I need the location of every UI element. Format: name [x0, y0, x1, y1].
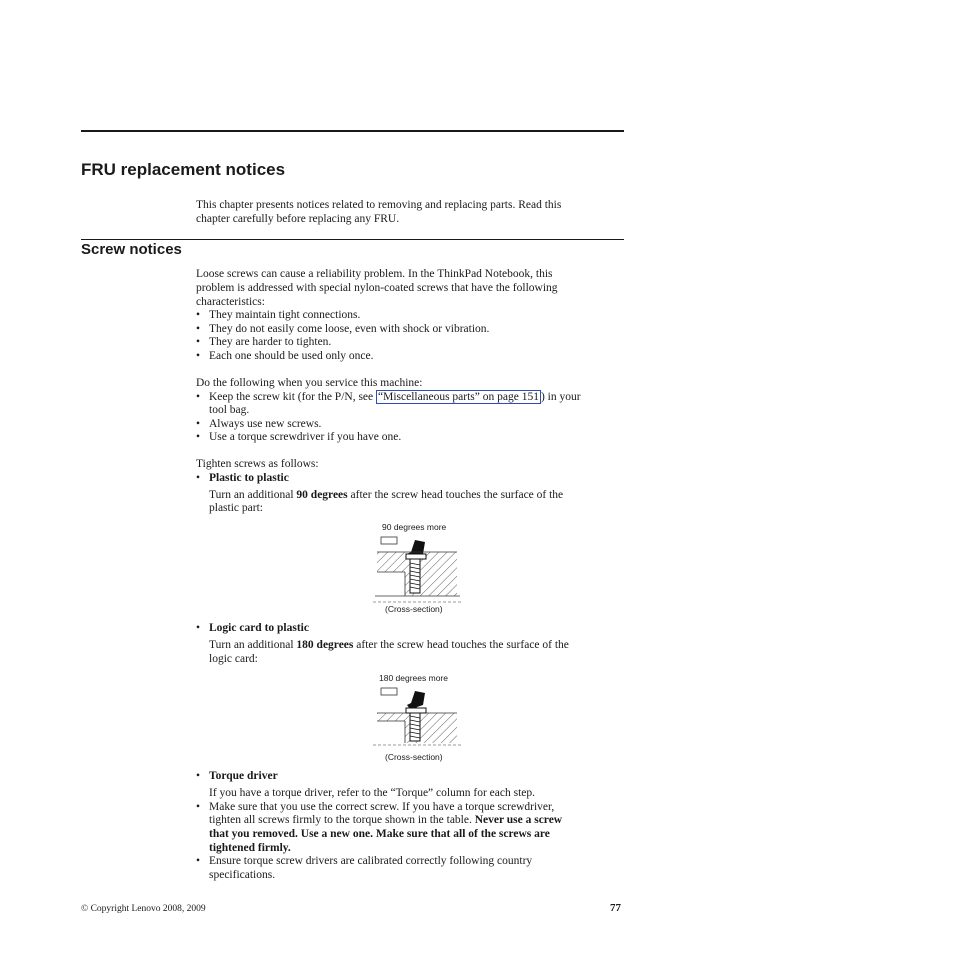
copyright: © Copyright Lenovo 2008, 2009 — [81, 904, 206, 914]
list-item-text: They are harder to tighten. — [209, 336, 332, 348]
calibrate-line-1: Ensure torque screw drivers are calibrated correctly following country — [209, 855, 533, 867]
intro-line-2: chapter carefully before replacing any FRU. — [196, 213, 400, 225]
plastic-desc: Turn an additional 90 degrees after the screw head touches the surface of the — [209, 489, 564, 501]
screw-para-line-2: problem is addressed with special nylon-coated screws that have the following — [196, 282, 558, 294]
torque-label: Torque driver — [209, 770, 278, 782]
section-heading: Screw notices — [81, 241, 182, 258]
plastic-desc-cont: plastic part: — [209, 502, 263, 514]
diagram-2-caption-bottom: (Cross-section) — [385, 752, 443, 762]
correct-screw-line-2: tighten all screws firmly to the torque shown in the table. Never use a screw — [209, 814, 563, 826]
logic-desc: Turn an additional 180 degrees after the screw head touches the surface of the — [209, 639, 569, 651]
list-item-text: Use a torque screwdriver if you have one. — [209, 431, 402, 443]
screw-para-line-1: Loose screws can cause a reliability problem. In the ThinkPad Notebook, this — [196, 268, 553, 280]
service-item-1-post: ) in your — [540, 391, 581, 403]
calibrate-line-2: specifications. — [209, 869, 276, 881]
plastic-label: Plastic to plastic — [209, 472, 289, 484]
tighten-intro: Tighten screws as follows: — [196, 458, 319, 470]
screw-diagram-90 — [365, 532, 467, 610]
service-item-1-pre: Keep the screw kit (for the P/N, see — [209, 391, 377, 403]
service-intro: Do the following when you service this machine: — [196, 377, 423, 389]
list-item-text: Each one should be used only once. — [209, 350, 374, 362]
correct-screw-line-3: that you removed. Use a new one. Make sure that all of the screws are — [209, 828, 550, 840]
logic-label: Logic card to plastic — [209, 622, 309, 634]
list-item-text: They maintain tight connections. — [209, 309, 361, 321]
diagram-2-caption-top: 180 degrees more — [379, 673, 448, 683]
intro-line-1: This chapter presents notices related to removing and replacing parts. Read this — [196, 199, 562, 211]
misc-parts-link[interactable]: “Miscellaneous parts” on page 151 — [378, 391, 539, 403]
service-item-1-cont: tool bag. — [209, 404, 250, 416]
diagram-1-caption-bottom: (Cross-section) — [385, 604, 443, 614]
correct-screw-line-1: Make sure that you use the correct screw. If you have a torque screwdriver, — [209, 801, 555, 813]
page-title: FRU replacement notices — [81, 160, 286, 179]
screw-para-line-3: characteristics: — [196, 296, 265, 308]
diagram-1-caption-top: 90 degrees more — [382, 522, 447, 532]
screw-diagram-180 — [365, 683, 467, 755]
page-number: 77 — [610, 902, 621, 914]
torque-text: If you have a torque driver, refer to the “Torque” column for each step. — [209, 787, 536, 799]
section-rule — [81, 239, 624, 240]
correct-screw-line-4: tightened firmly. — [209, 842, 291, 854]
top-rule — [81, 130, 624, 132]
list-item-text: Always use new screws. — [209, 418, 322, 430]
logic-desc-cont: logic card: — [209, 653, 258, 665]
list-item-text: They do not easily come loose, even with shock or vibration. — [209, 323, 490, 335]
